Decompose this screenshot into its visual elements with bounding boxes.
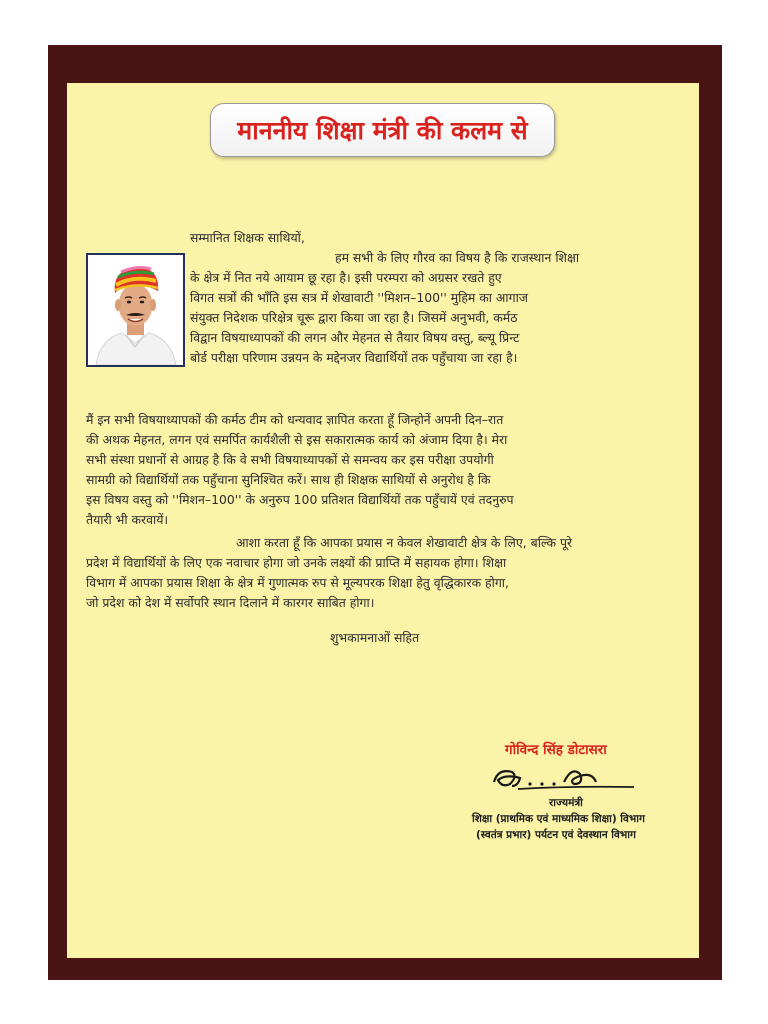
paragraph-2-line: तैयारी भी करवायें।	[86, 512, 169, 527]
paragraph-2-line: सामग्री को विद्यार्थियों तक पहुँचाना सुनिश्चित करें। साथ ही शिक्षक साथियों से अनुरोध है कि	[86, 472, 491, 487]
paragraph-1-line: संयुक्त निदेशक परिक्षेत्र चूरू द्वारा किया जा रहा है। जिसमें अनुभवी, कर्मठ	[190, 310, 518, 325]
signatory-name: गोविन्द सिंह डोटासरा	[505, 742, 607, 758]
paragraph-1-line: बोर्ड परीक्षा परिणाम उन्नयन के मद्देनजर विद्यार्थियों तक पहुँचाया जा रहा है।	[190, 350, 518, 365]
title-banner	[210, 103, 555, 157]
paragraph-1-line: हम सभी के लिए गौरव का विषय है कि राजस्थान शिक्षा	[335, 250, 580, 265]
paragraph-2-line: मैं इन सभी विषयाध्यापकों की कर्मठ टीम को धन्यवाद ज्ञापित करता हूँ जिन्होनें अपनी दिन–रात	[86, 412, 504, 427]
paragraph-2-line: इस विषय वस्तु को ''मिशन–100'' के अनुरुप 100 प्रतिशत विद्यार्थियों तक पहुँचायें एवं तदनुरुप	[86, 492, 514, 507]
designation-line: राज्यमंत्री	[549, 797, 583, 809]
paragraph-2-line: सभी संस्था प्रधानों से आग्रह है कि वे सभी विषयाध्यापकों से समन्वय कर इस परीक्षा उपयोगी	[86, 452, 494, 467]
paragraph-1-line: विद्वान विषयाध्यापकों की लगन और मेहनत से तैयार विषय वस्तु, ब्ल्यू प्रिन्ट	[190, 330, 520, 345]
paragraph-3-line: जो प्रदेश को देश में सर्वोपरि स्थान दिलाने में कारगर साबित होगा।	[86, 595, 375, 610]
designation-line: (स्वतंत्र प्रभार) पर्यटन एवं देवस्थान विभाग	[476, 829, 636, 841]
letter-closing: शुभकामनाओं सहित	[330, 630, 420, 645]
designation-line: शिक्षा (प्राथमिक एवं माध्यमिक शिक्षा) विभाग	[472, 813, 645, 825]
paragraph-1-line: के क्षेत्र में नित नये आयाम छू रहा है। इसी परम्परा को अग्रसर रखते हुए	[190, 270, 502, 285]
paragraph-1-line: विगत सत्रों की भाँति इस सत्र में शेखावाटी ''मिशन–100'' मुहिम का आगाज	[190, 290, 528, 305]
page-title: माननीय शिक्षा मंत्री की कलम से	[237, 116, 528, 145]
signature-mark	[488, 762, 638, 794]
paragraph-2-line: की अथक मेहनत, लगन एवं समर्पित कार्यशैली से इस सकारात्मक कार्य को अंजाम दिया है। मेरा	[86, 432, 508, 447]
paragraph-3-line: आशा करता हूँ कि आपका प्रयास न केवल शेखावाटी क्षेत्र के लिए, बल्कि पूरे	[236, 535, 573, 550]
paragraph-3-line: विभाग में आपका प्रयास शिक्षा के क्षेत्र में गुणात्मक रुप से मूल्यपरक शिक्षा हेतु वृद्धिकारक होगा,	[86, 575, 509, 590]
paragraph-3-line: प्रदेश में विद्यार्थियों के लिए एक नवाचार होगा जो उनके लक्ष्यों की प्राप्ति में सहायक होगा। शिक्षा	[86, 555, 507, 570]
minister-photo	[86, 253, 185, 367]
letter-greeting: सम्मानित शिक्षक साथियों,	[190, 230, 305, 245]
